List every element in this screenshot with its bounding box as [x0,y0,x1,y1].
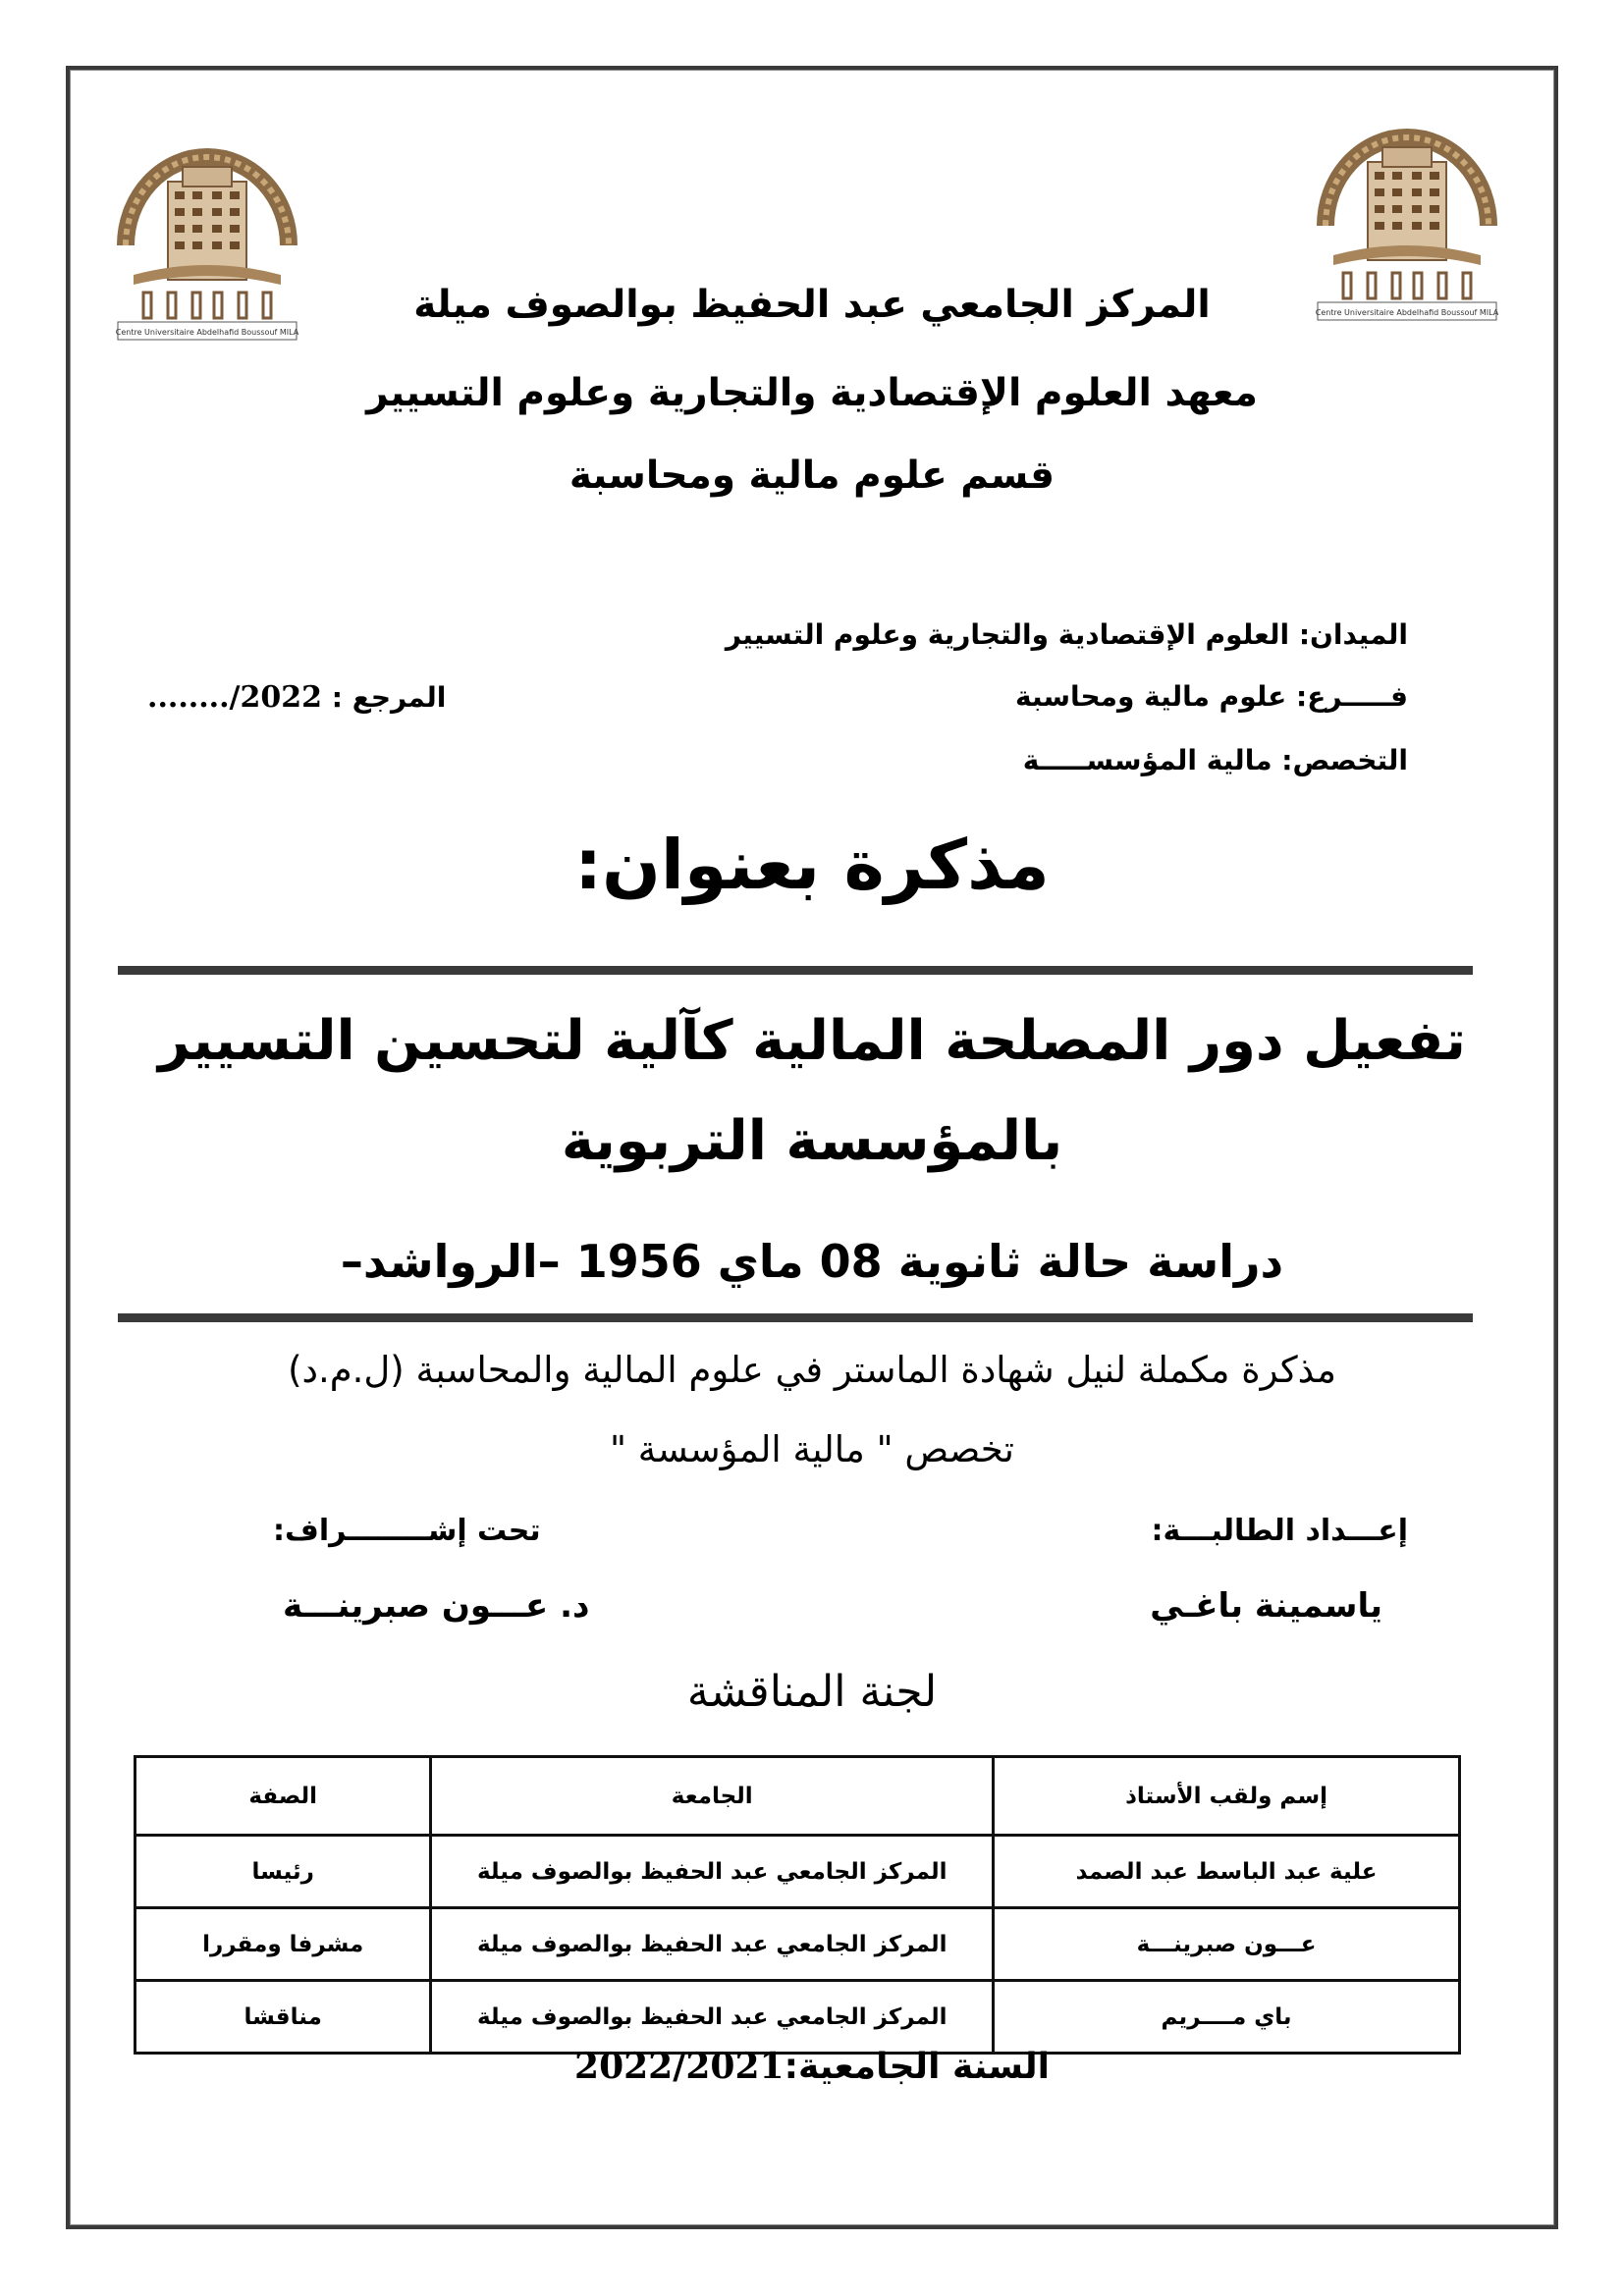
professor-name: باي مــــريم [994,1981,1460,2054]
table-row [135,1981,1460,2054]
thesis-title-line-1: تفعيل دور المصلحة المالية كآلية لتحسين التسيير [158,1009,1466,1073]
table-row [135,1836,1460,1908]
table-row [135,1908,1460,1981]
branch-line: فـــــرع: علوم مالية ومحاسبة [1015,680,1408,713]
thesis-label: مذكرة بعنوان: [574,825,1050,905]
role-cell: مشرفا ومقررا [135,1908,431,1981]
professor-name: علية عبد الباسط عبد الصمد [994,1836,1460,1908]
column-header-professor: إسم ولقب الأستاذ [994,1757,1460,1836]
degree-purpose: مذكرة مكملة لنيل شهادة الماستر في علوم المالية والمحاسبة (ل.م.د) [288,1349,1336,1391]
field-line: الميدان: العلوم الإقتصادية والتجارية وعلوم التسيير [725,618,1408,651]
column-header-role: الصفة [135,1757,431,1836]
academic-year-value: 2022/2021 [574,2046,785,2087]
role-cell: مناقشا [135,1981,431,2054]
supervisor-name: د. عـــون صبرينـــة [283,1586,590,1626]
university-cell: المركز الجامعي عبد الحفيظ بوالصوف ميلة [431,1981,994,2054]
reference-line [147,680,446,715]
jury-table-header [135,1757,1460,1836]
institute-name: معهد العلوم الإقتصادية والتجارية وعلوم التسيير [366,371,1258,415]
supervisor-label: تحت إشــــــــراف: [273,1514,541,1548]
specialty-line: التخصص: مالية المؤسســـــة [1022,744,1408,776]
university-logo-image [114,137,300,344]
column-header-university: الجامعة [431,1757,994,1836]
university-cell: المركز الجامعي عبد الحفيظ بوالصوف ميلة [431,1908,994,1981]
university-logo-left [114,137,300,344]
case-study-line: دراسة حالة ثانوية 08 ماي 1956 –الرواشد– [340,1235,1284,1288]
top-divider [118,966,1473,975]
department-name: قسم علوم مالية ومحاسبة [568,454,1056,498]
logo-caption: Centre Universitaire Abdelhafid Boussouf MILA [115,328,299,337]
reference-label: المرجع : [331,681,447,714]
logo-caption: Centre Universitaire Abdelhafid Boussouf MILA [1315,308,1499,317]
specialization-line: تخصص " مالية المؤسسة " [610,1428,1014,1470]
university-cell: المركز الجامعي عبد الحفيظ بوالصوف ميلة [431,1836,994,1908]
university-name: المركز الجامعي عبد الحفيظ بوالصوف ميلة [413,283,1211,327]
bottom-divider [118,1313,1473,1322]
jury-table [134,1755,1461,2055]
reference-value: 2022/........ [147,680,323,715]
academic-year [0,2046,1624,2087]
student-label: إعـــداد الطالبـــة: [1151,1514,1408,1548]
role-cell: رئيسا [135,1836,431,1908]
professor-name: عـــون صبرينـــة [994,1908,1460,1981]
academic-year-label: السنة الجامعية: [784,2047,1050,2087]
jury-heading: لجنة المناقشة [686,1667,938,1717]
thesis-title-line-2: بالمؤسسة التربوية [561,1109,1063,1173]
student-name: ياسمينة باغـي [1150,1586,1382,1626]
